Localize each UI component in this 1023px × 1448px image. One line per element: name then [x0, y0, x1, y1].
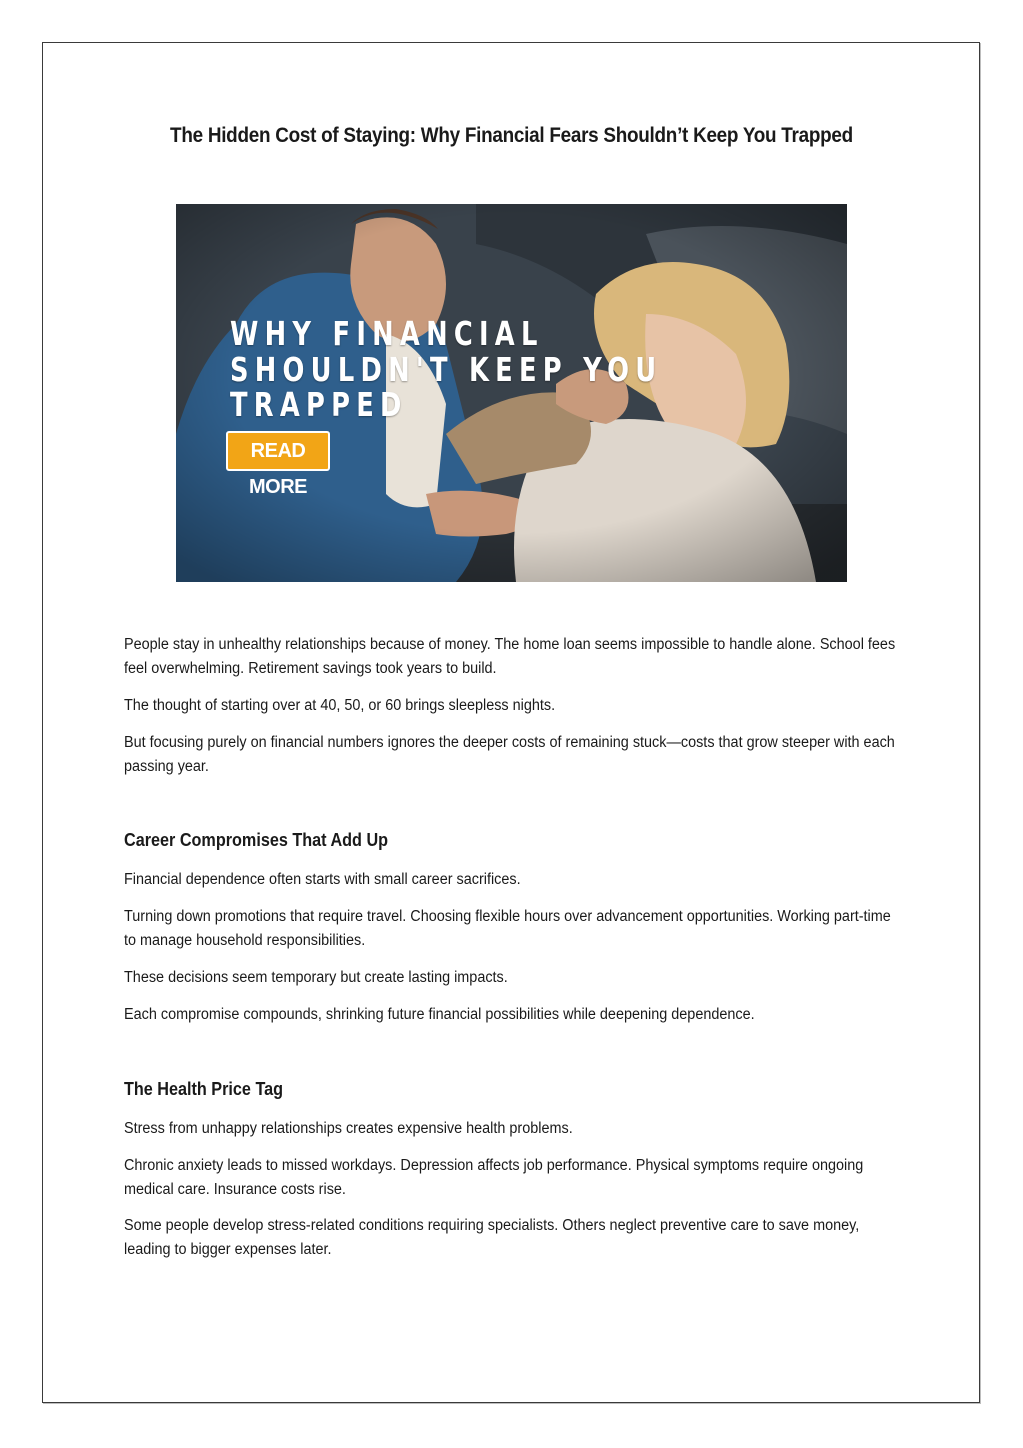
intro-paragraph-3: But focusing purely on financial numbers ignores the deeper costs of remaining stuck—costs that grow steeper with each passing year.: [124, 734, 895, 775]
hero-headline-line-1: WHY FINANCIAL: [230, 314, 544, 353]
health-paragraph-1: Stress from unhappy relationships creates expensive health problems.: [124, 1120, 573, 1137]
health-paragraph-2: Chronic anxiety leads to missed workdays. Depression affects job performance. Physical symptoms require ongoing medical care. Insurance costs rise.: [124, 1157, 864, 1198]
career-paragraph-3: These decisions seem temporary but create lasting impacts.: [124, 969, 508, 986]
intro-paragraph-2: The thought of starting over at 40, 50, or 60 brings sleepless nights.: [124, 697, 556, 714]
hero-headline-line-3: TRAPPED: [230, 385, 408, 424]
hero-image: [176, 204, 847, 582]
career-paragraph-1: Financial dependence often starts with small career sacrifices.: [124, 871, 521, 888]
section-heading-health: The Health Price Tag: [124, 1079, 284, 1099]
read-more-button[interactable]: READ MORE: [226, 431, 330, 471]
intro-paragraph-1: People stay in unhealthy relationships because of money. The home loan seems impossible to handle alone. School fees feel overwhelming. Retirement savings took years to build.: [124, 636, 896, 677]
career-paragraph-2: Turning down promotions that require travel. Choosing flexible hours over advancement opportunities. Working part-time to manage household responsibilities.: [124, 908, 891, 949]
hero-headline-line-2: SHOULDN'T KEEP YOU: [230, 350, 663, 389]
page-title: The Hidden Cost of Staying: Why Financial Fears Shouldn’t Keep You Trapped: [170, 124, 853, 147]
career-paragraph-4: Each compromise compounds, shrinking future financial possibilities while deepening dependence.: [124, 1006, 755, 1023]
health-paragraph-3: Some people develop stress-related conditions requiring specialists. Others neglect preventive care to save money, leading to bigger expenses later.: [124, 1217, 860, 1258]
section-heading-career: Career Compromises That Add Up: [124, 830, 389, 850]
